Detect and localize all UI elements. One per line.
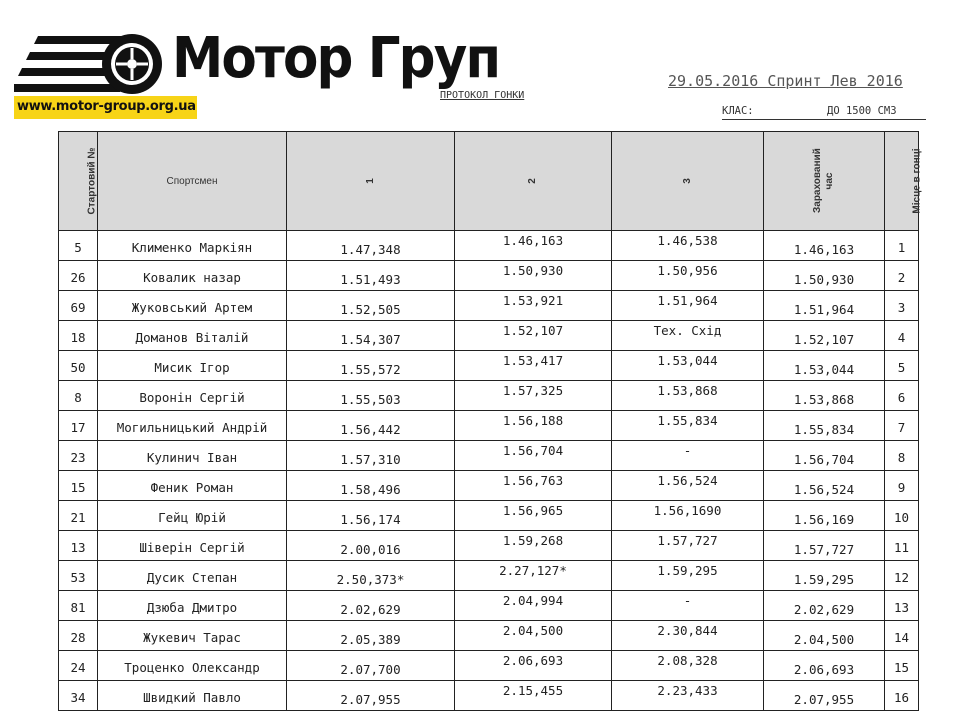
- athlete-name-cell: Ковалик назар: [98, 261, 287, 291]
- run-1-cell: 1.55,503: [287, 381, 455, 411]
- run-1-cell: 1.51,493: [287, 261, 455, 291]
- run-2-cell: 2.27,127*: [455, 561, 612, 591]
- counted-time-cell: 1.56,704: [764, 441, 885, 471]
- counted-time-cell: 2.06,693: [764, 651, 885, 681]
- run-3-cell: 1.56,1690: [612, 501, 764, 531]
- protocol-label: ПРОТОКОЛ ГОНКИ: [440, 90, 525, 101]
- wheel-logo-icon: [14, 30, 174, 96]
- run-3-cell: 1.53,868: [612, 381, 764, 411]
- place-cell: 7: [885, 411, 919, 441]
- header-counted-time: Зарахований час: [764, 132, 885, 231]
- start-number-cell: 17: [59, 411, 98, 441]
- run-1-cell: 1.56,442: [287, 411, 455, 441]
- table-row: [59, 321, 919, 351]
- table-row: [59, 231, 919, 261]
- start-number-cell: 53: [59, 561, 98, 591]
- header-run-1: 1: [287, 132, 455, 231]
- run-2-cell: 2.06,693: [455, 651, 612, 681]
- run-3-cell: 2.23,433: [612, 681, 764, 711]
- run-3-cell: 1.51,964: [612, 291, 764, 321]
- table-row: [59, 561, 919, 591]
- counted-time-cell: 1.57,727: [764, 531, 885, 561]
- athlete-name-cell: Гейц Юрій: [98, 501, 287, 531]
- table-header-row: [59, 132, 919, 231]
- results-table: [58, 131, 923, 711]
- run-2-cell: 1.56,704: [455, 441, 612, 471]
- start-number-cell: 26: [59, 261, 98, 291]
- class-value: ДО 1500 СМЗ: [827, 105, 897, 117]
- start-number-cell: 81: [59, 591, 98, 621]
- website-url: www.motor-group.org.ua: [17, 99, 196, 114]
- table-row: [59, 411, 919, 441]
- start-number-cell: 28: [59, 621, 98, 651]
- table-row: [59, 471, 919, 501]
- athlete-name-cell: Жукевич Тарас: [98, 621, 287, 651]
- start-number-cell: 69: [59, 291, 98, 321]
- counted-time-cell: 2.07,955: [764, 681, 885, 711]
- place-cell: 8: [885, 441, 919, 471]
- run-3-cell: 1.57,727: [612, 531, 764, 561]
- run-1-cell: 1.54,307: [287, 321, 455, 351]
- table-row: [59, 591, 919, 621]
- start-number-cell: 34: [59, 681, 98, 711]
- start-number-cell: 24: [59, 651, 98, 681]
- run-1-cell: 1.52,505: [287, 291, 455, 321]
- counted-time-cell: 1.56,169: [764, 501, 885, 531]
- header-run-3: 3: [612, 132, 764, 231]
- table-row: [59, 381, 919, 411]
- run-2-cell: 2.04,500: [455, 621, 612, 651]
- run-2-cell: 1.59,268: [455, 531, 612, 561]
- place-cell: 11: [885, 531, 919, 561]
- start-number-cell: 8: [59, 381, 98, 411]
- run-3-cell: 2.30,844: [612, 621, 764, 651]
- run-3-cell: Тех. Схід: [612, 321, 764, 351]
- athlete-name-cell: Шіверін Сергій: [98, 531, 287, 561]
- run-2-cell: 2.15,455: [455, 681, 612, 711]
- counted-time-cell: 1.52,107: [764, 321, 885, 351]
- table-row: [59, 261, 919, 291]
- run-2-cell: 1.46,163: [455, 231, 612, 261]
- place-cell: 1: [885, 231, 919, 261]
- run-3-cell: 1.53,044: [612, 351, 764, 381]
- counted-time-cell: 1.46,163: [764, 231, 885, 261]
- place-cell: 6: [885, 381, 919, 411]
- place-cell: 2: [885, 261, 919, 291]
- event-title: 29.05.2016 Спринт Лев 2016: [668, 72, 903, 90]
- counted-time-cell: 1.59,295: [764, 561, 885, 591]
- counted-time-cell: 1.51,964: [764, 291, 885, 321]
- run-3-cell: -: [612, 591, 764, 621]
- table-row: [59, 651, 919, 681]
- results-body: [59, 231, 919, 711]
- run-1-cell: 1.56,174: [287, 501, 455, 531]
- table-row: [59, 681, 919, 711]
- run-1-cell: 2.07,700: [287, 651, 455, 681]
- logo-text: Мотор Груп: [172, 26, 500, 91]
- run-3-cell: 1.56,524: [612, 471, 764, 501]
- counted-time-cell: 2.02,629: [764, 591, 885, 621]
- counted-time-cell: 2.04,500: [764, 621, 885, 651]
- place-cell: 10: [885, 501, 919, 531]
- athlete-name-cell: Доманов Віталій: [98, 321, 287, 351]
- table-row: [59, 501, 919, 531]
- athlete-name-cell: Жуковський Артем: [98, 291, 287, 321]
- place-cell: 14: [885, 621, 919, 651]
- place-cell: 3: [885, 291, 919, 321]
- table-row: [59, 531, 919, 561]
- place-cell: 4: [885, 321, 919, 351]
- run-2-cell: 1.53,921: [455, 291, 612, 321]
- counted-time-cell: 1.55,834: [764, 411, 885, 441]
- place-cell: 12: [885, 561, 919, 591]
- run-1-cell: 2.02,629: [287, 591, 455, 621]
- athlete-name-cell: Троценко Олександр: [98, 651, 287, 681]
- table-row: [59, 351, 919, 381]
- run-1-cell: 2.00,016: [287, 531, 455, 561]
- table-row: [59, 621, 919, 651]
- start-number-cell: 23: [59, 441, 98, 471]
- place-cell: 16: [885, 681, 919, 711]
- run-3-cell: -: [612, 441, 764, 471]
- athlete-name-cell: Воронін Сергій: [98, 381, 287, 411]
- run-1-cell: 1.55,572: [287, 351, 455, 381]
- run-3-cell: 1.46,538: [612, 231, 764, 261]
- table-row: [59, 291, 919, 321]
- run-3-cell: 1.50,956: [612, 261, 764, 291]
- table-row: [59, 441, 919, 471]
- run-1-cell: 2.07,955: [287, 681, 455, 711]
- counted-time-cell: 1.53,044: [764, 351, 885, 381]
- class-label: КЛАС:: [722, 105, 754, 117]
- start-number-cell: 13: [59, 531, 98, 561]
- run-2-cell: 1.56,188: [455, 411, 612, 441]
- run-2-cell: 1.52,107: [455, 321, 612, 351]
- run-2-cell: 1.50,930: [455, 261, 612, 291]
- start-number-cell: 50: [59, 351, 98, 381]
- place-cell: 15: [885, 651, 919, 681]
- start-number-cell: 21: [59, 501, 98, 531]
- run-3-cell: 1.55,834: [612, 411, 764, 441]
- run-2-cell: 1.56,763: [455, 471, 612, 501]
- start-number-cell: 5: [59, 231, 98, 261]
- athlete-name-cell: Феник Роман: [98, 471, 287, 501]
- website-url-banner: [14, 96, 197, 119]
- start-number-cell: 18: [59, 321, 98, 351]
- company-logo: [14, 26, 500, 96]
- start-number-cell: 15: [59, 471, 98, 501]
- athlete-name-cell: Дусик Степан: [98, 561, 287, 591]
- athlete-name-cell: Клименко Маркіян: [98, 231, 287, 261]
- run-1-cell: 1.57,310: [287, 441, 455, 471]
- place-cell: 13: [885, 591, 919, 621]
- header-place: Місце в гонці: [885, 132, 919, 231]
- run-1-cell: 2.05,389: [287, 621, 455, 651]
- header-run-2: 2: [455, 132, 612, 231]
- run-2-cell: 2.04,994: [455, 591, 612, 621]
- run-1-cell: 1.47,348: [287, 231, 455, 261]
- run-2-cell: 1.53,417: [455, 351, 612, 381]
- place-cell: 5: [885, 351, 919, 381]
- run-1-cell: 2.50,373*: [287, 561, 455, 591]
- run-2-cell: 1.56,965: [455, 501, 612, 531]
- athlete-name-cell: Мисик Ігор: [98, 351, 287, 381]
- athlete-name-cell: Швидкий Павло: [98, 681, 287, 711]
- athlete-name-cell: Дзюба Дмитро: [98, 591, 287, 621]
- run-1-cell: 1.58,496: [287, 471, 455, 501]
- athlete-name-cell: Могильницький Андрій: [98, 411, 287, 441]
- run-3-cell: 2.08,328: [612, 651, 764, 681]
- run-2-cell: 1.57,325: [455, 381, 612, 411]
- counted-time-cell: 1.53,868: [764, 381, 885, 411]
- counted-time-cell: 1.50,930: [764, 261, 885, 291]
- run-3-cell: 1.59,295: [612, 561, 764, 591]
- header-start-number: Стартовий №: [59, 132, 98, 231]
- class-line: [722, 105, 926, 120]
- counted-time-cell: 1.56,524: [764, 471, 885, 501]
- header-athlete: Спортсмен: [98, 132, 287, 231]
- athlete-name-cell: Кулинич Іван: [98, 441, 287, 471]
- place-cell: 9: [885, 471, 919, 501]
